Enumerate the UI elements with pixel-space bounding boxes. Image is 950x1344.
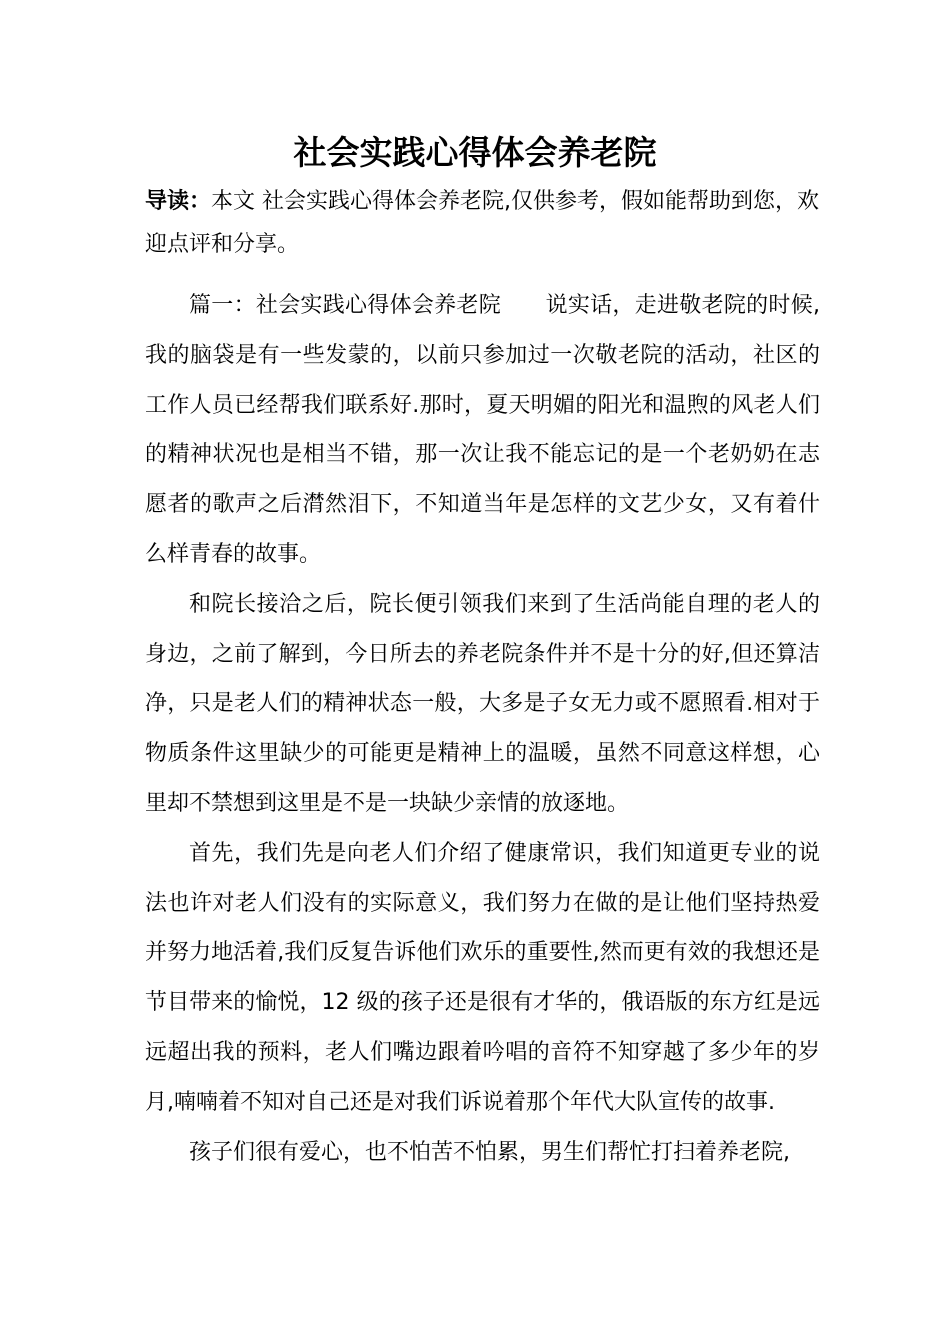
body-paragraph-2: 和院长接洽之后，院长便引领我们来到了生活尚能自理的老人的身边，之前了解到，今日所去的养老院条件并不是十分的好,但还算洁净，只是老人们的精神状态一般，大多是子女无力或不愿照看.相对于物质条件这里缺少的可能更是精神上的温暖，虽然不同意这样想，心里却不禁想到这里是不是一块缺少亲情的放逐地。 (145, 591, 820, 816)
body-paragraph-4: 孩子们很有爱心，也不怕苦不怕累，男生们帮忙打扫着养老院, (189, 1139, 790, 1165)
document-title: 社会实践心得体会养老院 (293, 133, 657, 172)
lead-label: 导读： (145, 189, 212, 214)
body-paragraph-1: 篇一：社会实践心得体会养老院 说实话，走进敬老院的时候,我的脑袋是有一些发蒙的，以前只参加过一次敬老院的活动，社区的工作人员已经帮我们联系好.那时，夏天明媚的阳光和温煦的风老人们的精神状况也是相当不错，那一次让我不能忘记的是一个老奶奶在志愿者的歌声之后潸然泪下，不知道当年是怎样的文艺少女，又有着什么样青春的故事。 (145, 293, 820, 567)
lead-paragraph (145, 180, 820, 266)
document-body (145, 180, 820, 1177)
body-paragraph-3: 首先，我们先是向老人们介绍了健康常识，我们知道更专业的说法也许对老人们没有的实际意义，我们努力在做的是让他们坚持热爱并努力地活着,我们反复告诉他们欢乐的重要性,然而更有效的我想还是节目带来的愉悦，12 级的孩子还是很有才华的，俄语版的东方红是远远超出我的预料，老人们嘴边跟着吟唱的音符不知穿越了多少年的岁月,喃喃着不知对自己还是对我们诉说着那个年代大队宣传的故事. (145, 840, 820, 1115)
lead-text: 本文 社会实践心得体会养老院,仅供参考，假如能帮助到您，欢迎点评和分享。 (145, 189, 820, 257)
